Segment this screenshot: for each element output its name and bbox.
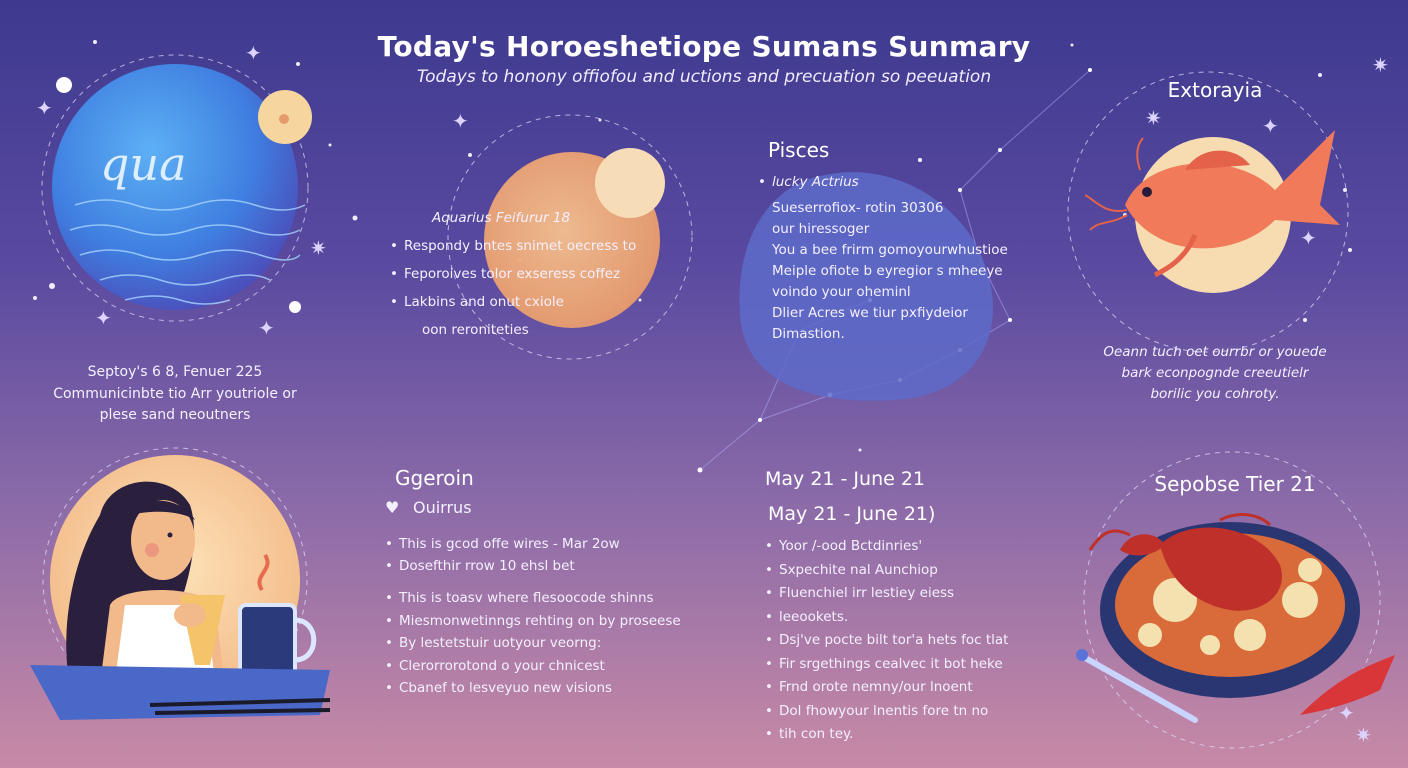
list-item: • This is toasv where flesoocode shinns (385, 590, 654, 606)
list-item: • Feporoives tolor exseress coffez (390, 266, 621, 282)
svg-text:✦: ✦ (258, 316, 275, 340)
list-item: • By lestetstuir uotyour veorng: (385, 635, 602, 651)
gemini-sub: ♥ Ouirrus (385, 498, 472, 517)
gemini-panel (385, 466, 725, 700)
may-heading-1: May 21 - June 21 (765, 468, 926, 490)
svg-text:✦: ✦ (1300, 226, 1317, 250)
list-item: • leeookets. (765, 608, 849, 625)
pisces-lucky: • lucky Actrius (758, 174, 859, 190)
pisces-line: voindo your oheminl (772, 284, 911, 300)
pisces-heading: Pisces (768, 138, 830, 162)
list-item: • tih con tey. (765, 726, 854, 742)
left-caption (20, 362, 330, 427)
gemini-heading: Ggeroin (395, 466, 474, 490)
aquarius-script-label: qua (100, 137, 187, 191)
svg-text:✷: ✷ (310, 236, 327, 260)
svg-text:✦: ✦ (1262, 114, 1279, 138)
right-top-line: Oeann tuch oet ourrbr or youede (1103, 344, 1327, 360)
right-top-caption (1090, 342, 1340, 405)
pisces-line: Dimastion. (772, 326, 845, 342)
list-item: • Yoor /-ood Bctdinries' (765, 538, 923, 554)
may-heading-2: May 21 - June 21) (768, 503, 936, 525)
list-item: • Dsj've pocte bilt tor'a hets foc tlat (765, 632, 1009, 648)
list-item: • Frnd orote nemny/our lnoent (765, 679, 973, 695)
right-top-heading: Extorayia (1167, 78, 1263, 102)
list-item: • Fir srgethings cealvec it bot heke (765, 655, 1003, 672)
pisces-line: Meiple ofiote b eyregior s mheeye (772, 263, 1003, 279)
may-panel (765, 468, 1065, 747)
list-item: • Clerorrorotond o your chnicest (385, 657, 605, 674)
aquarius-heading: Aquarius Feifurur 18 (432, 210, 571, 226)
lobster-bowl-illustration (1070, 505, 1400, 730)
list-item: • Dol fhowyour lnentis fore tn no (765, 702, 989, 719)
fish-illustration (1085, 110, 1345, 300)
pisces-panel (758, 138, 1038, 345)
left-caption-line: Septoy's 6 8, Fenuer 225 (87, 364, 263, 380)
left-caption-line: Communicinbte tio Arr youtriole or (53, 385, 297, 402)
svg-text:✷: ✷ (1372, 53, 1389, 77)
list-item: • Respondy bntes snimet oecress to (390, 238, 637, 254)
svg-text:✦: ✦ (1338, 701, 1355, 725)
list-item: • Dosefthir rrow 10 ehsl bet (385, 558, 575, 574)
svg-text:✦: ✦ (245, 41, 262, 65)
svg-text:✦: ✦ (452, 109, 469, 133)
svg-text:✷: ✷ (1145, 106, 1162, 130)
page-subtitle: Todays to honony offiofou and uctions and precuation so peeuation (416, 67, 992, 87)
pisces-line: You a bee frirm gomoyourwhustioe (772, 242, 1008, 258)
list-item: • Cbanef to lesveyuo new visions (385, 680, 613, 696)
girl-illustration (30, 455, 340, 725)
list-item: • Fluenchiel irr lestiey eiess (765, 585, 955, 601)
aquarius-trailing: oon reroniteties (422, 322, 529, 338)
pisces-lines (772, 198, 1038, 345)
right-bottom-heading: Sepobse Tier 21 (1154, 472, 1316, 496)
right-top-line: bark econpognde creeutielr (1121, 364, 1309, 381)
svg-text:✦: ✦ (36, 96, 53, 120)
pisces-line: our hiressoger (772, 221, 870, 237)
aquarius-panel (390, 210, 690, 338)
left-caption-line: plese sand neoutners (99, 407, 251, 424)
list-item: • Miesmonwetinngs rehting on by proseese (385, 612, 681, 629)
page-title: Today's Horoeshetiope Sumans Sunmary (377, 30, 1031, 63)
right-top-line: borilic you cohroty. (1150, 385, 1280, 402)
pisces-line: Dlier Acres we tiur pxfiydeior (772, 305, 968, 321)
list-item: • This is gcod offe wires - Mar 2ow (385, 536, 620, 552)
list-item: • Lakbins and onut cxiole (390, 294, 564, 310)
heart-icon: ♥ (385, 498, 400, 517)
svg-text:✦: ✦ (95, 306, 112, 330)
pisces-line: Sueserrofiox- rotin 30306 (772, 200, 944, 216)
svg-text:✷: ✷ (1355, 723, 1372, 747)
aquarius-planet (40, 55, 330, 335)
list-item: • Sxpechite nal Aunchiop (765, 561, 938, 578)
